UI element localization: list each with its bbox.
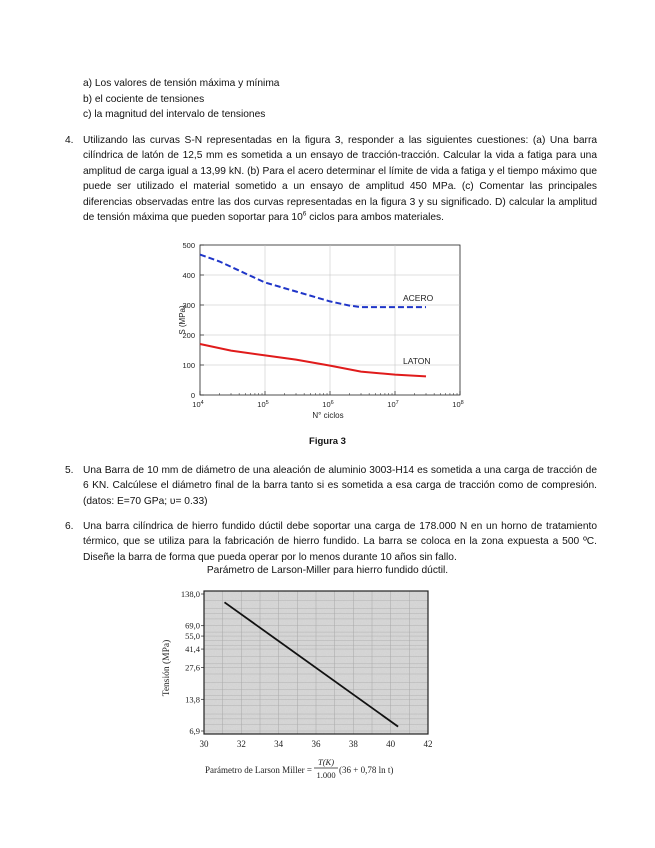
question-4-exponent: 6 (302, 210, 307, 218)
sn-x-tick-label: $10^5$ (257, 400, 269, 409)
sn-y-tick-label: 400 (182, 271, 195, 280)
sn-curve-chart (160, 237, 480, 437)
question-4-number: 4. (65, 135, 74, 146)
question-5-text: Una Barra de 10 mm de diámetro de una aleación de aluminio 3003-H14 es sometida a una carga de tracción de 6 KN. Calcúlese el diámetro final de la barra tanto si es sometida a esa carga de tracción como de compresión. (datos: E=70 GPa; υ= 0.33) (83, 465, 597, 507)
lm-y-tick-label: 69,0 (185, 620, 200, 631)
lm-x-label-denominator: 1.000 (316, 770, 336, 780)
lm-x-label-numerator: T(K) (317, 757, 335, 767)
larson-miller-title: Parámetro de Larson-Miller para hierro fundido dúctil. (206, 565, 449, 576)
sub-item-b: b) el cociente de tensiones (83, 94, 205, 105)
lm-x-tick-label: 38 (348, 739, 358, 749)
sn-y-tick-label: 0 (190, 391, 195, 400)
sub-item-c: c) la magnitud del intervalo de tensiones (83, 109, 266, 120)
lm-y-tick-label: 41,4 (185, 644, 200, 655)
sn-x-axis-label: N° ciclos (312, 411, 344, 420)
lm-y-tick-label: 55,0 (185, 631, 200, 642)
question-4-text-end: ciclos para ambos materiales. (306, 212, 444, 224)
question-4-text (83, 133, 597, 225)
sn-series-label-laton: LATON (403, 356, 431, 366)
sn-y-tick-label: 200 (182, 331, 195, 340)
lm-x-tick-label: 40 (386, 739, 396, 749)
lm-x-tick-label: 32 (236, 739, 246, 749)
lm-y-tick-label: 138,0 (180, 589, 200, 599)
sub-item-a: a) Los valores de tensión máxima y mínima (83, 78, 280, 89)
lm-x-ticks (200, 739, 433, 749)
lm-y-tick-label: 6,9 (189, 726, 200, 736)
sn-y-axis-label: S (MPa) (178, 305, 187, 335)
lm-x-tick-label: 36 (311, 739, 321, 749)
lm-y-tick-label: 13,8 (185, 694, 200, 705)
lm-y-ticks (181, 589, 204, 736)
figure-3-caption: Figura 3 (309, 436, 346, 447)
lm-x-tick-label: 30 (199, 739, 209, 749)
sn-y-tick-label: 300 (182, 301, 195, 310)
sn-x-tick-label: $10^8$ (452, 400, 464, 409)
lm-x-tick-label: 42 (423, 739, 433, 749)
lm-x-label-suffix: (36 + 0,78 ln t) (339, 765, 394, 775)
question-6-text: Una barra cilíndrica de hierro fundido dúctil debe soportar una carga de 178.000 N en un horno de tratamiento térmico, que se utiliza para la fabricación de hierro fundido. La barra se coloca en la zona expuesta a 500 ºC. Diseñe la barra de forma que pueda operar por lo menos durante 10 años sin fallo. (83, 521, 597, 563)
sn-x-tick-label: $10^4$ (192, 400, 204, 409)
question-6-number: 6. (65, 521, 74, 532)
question-5-number: 5. (65, 465, 74, 476)
sn-x-tick-label: $10^7$ (387, 400, 399, 409)
question-4-text-main: Utilizando las curvas S-N representadas en la figura 3, responder a las siguientes cuestiones: (a) Una barra cilíndrica de latón de 12,5 mm es sometida a un ensayo de tracción-tracción. Calcular la vida a fatiga para una amplitud de carga igual a 13,99 kN. (b) Para el acero determinar el límite de vida a fatiga y el tiempo máximo que puede ser utilizado el material sometido a un ensayo de amplitud 450 MPa. (c) Comentar las principales diferencias observadas entre las dos curvas representadas en la figura 3 y su significado. D) calcular la amplitud de tensión máxima que pueden soportar para 10 (83, 135, 597, 224)
larson-miller-chart (152, 582, 442, 787)
lm-y-axis-label: Tensión (MPa) (162, 639, 172, 697)
sn-y-tick-label: 100 (182, 361, 195, 370)
sn-y-tick-label: 500 (182, 241, 195, 250)
lm-x-label-prefix: Parámetro de Larson Miller = (204, 765, 312, 775)
sn-series-label-acero: ACERO (403, 293, 434, 303)
sn-x-tick-label: $10^6$ (322, 400, 334, 409)
lm-y-tick-label: 27,6 (185, 662, 200, 673)
lm-x-tick-label: 34 (274, 739, 284, 749)
